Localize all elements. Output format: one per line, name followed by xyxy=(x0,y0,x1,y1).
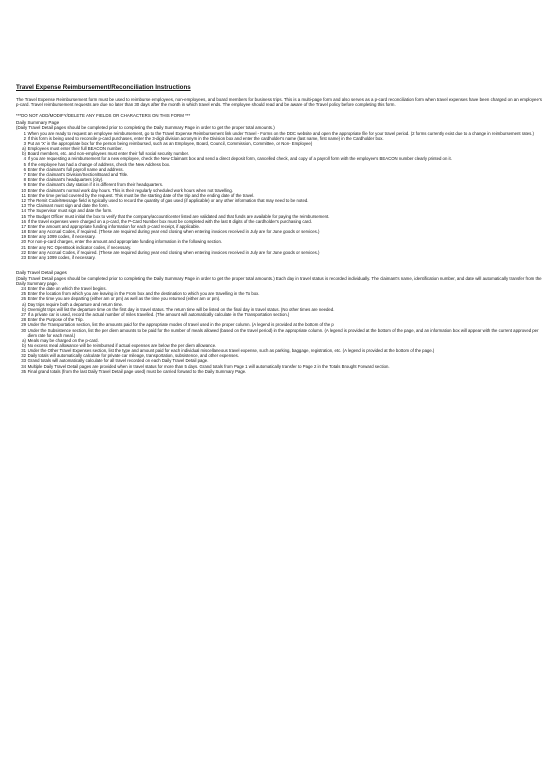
instruction-text: Under the Transportation section, list the amounts paid for the appropriate modes of travel used in the proper column. (A legend is provided at the bottom of the p xyxy=(27,322,334,328)
instruction-number: a) xyxy=(22,301,26,307)
instruction-number: 30 xyxy=(21,327,26,333)
instruction-text: If you are requesting a reimbursement for a new employee, check the New Claimant box and send a direct deposit form, cancelled check, and copy of a payroll form with the employee's BEACON number clearly printed on it. xyxy=(27,156,452,162)
instruction-number: 27 xyxy=(21,311,26,317)
instruction-number: 19 xyxy=(21,234,26,240)
instruction-text: Enter the date on which the travel begins. xyxy=(27,286,107,291)
detail-instruction-list xyxy=(16,286,542,374)
document-title: Travel Expense Reimbursement/Reconciliation Instructions xyxy=(16,84,191,91)
instruction-item xyxy=(16,255,542,260)
summary-heading: Daily Summary Page xyxy=(16,119,60,125)
instruction-text: Enter the amount and appropriate funding information for each p-card receipt, if applicable. xyxy=(27,223,201,229)
instruction-number: b) xyxy=(22,342,26,348)
instruction-text: Final grand totals (from the last Daily Travel Detail page used) must be carried forward to the Daily Summary Page. xyxy=(27,368,247,374)
instruction-number: 7 xyxy=(23,172,26,177)
instruction-text: Board members, etc. and non-employees must enter their full social security number. xyxy=(27,151,190,157)
instruction-text: Grand totals will automatically calculate for all travel recorded on each Daily Travel Detail page. xyxy=(27,358,209,364)
instruction-text: Enter any Accrual Codes, if required. (These are required during year end closing when entering invoices received in July are for June goods or services.) xyxy=(27,249,320,255)
instruction-text: Enter any Accrual Codes, if required. (These are required during year end closing when entering invoices received in July are for June goods or services.) xyxy=(27,229,320,235)
instruction-text: Enter the claimant's duty station if it is different from their headquarters. xyxy=(27,182,164,188)
instruction-number: 14 xyxy=(21,208,26,214)
instruction-number: a) xyxy=(22,337,26,343)
instruction-number: 22 xyxy=(21,249,26,255)
instruction-number: 3 xyxy=(23,140,26,146)
instruction-number: 13 xyxy=(21,203,26,209)
instruction-number: 32 xyxy=(21,353,26,359)
instruction-text: If a private car is used, record the actual number of miles travelled. (The amount will automatically calculate in the Transportation section.) xyxy=(27,311,290,317)
instruction-text: Enter the claimant's Division/Section/Board and Title. xyxy=(27,172,129,177)
instruction-text: Enter the location from which you are leaving in the From box and the destination to which you are travelling in the To box. xyxy=(27,291,260,297)
instruction-item xyxy=(16,369,542,374)
instruction-text: Enter the claimant's full payroll name and address. xyxy=(27,166,124,172)
instruction-text: For non-p-card charges, enter the amount and appropriate funding information in the following section. xyxy=(27,239,223,245)
intro-paragraph: The Travel Expense Reimbursement form must be used to reimburse employees, non-employees, and board members for business trips. This is a multi-page form and also serves as a p-card reconciliation form when travel expenses have been charged on an employee's p-card. Travel reimbursement requests are due no later than 30 days after the month in which travel ends. The employee should read and be aware of the Travel policy before completing this form. xyxy=(16,97,542,108)
instruction-number: 16 xyxy=(21,218,26,224)
instruction-number: 34 xyxy=(21,363,26,369)
instruction-number: 18 xyxy=(21,229,26,235)
instruction-text: Enter the Purpose of the Trip. xyxy=(27,317,84,323)
instruction-text: Enter the time you are departing (either am or pm) as well as the time you returned (either am or pm). xyxy=(27,296,221,302)
instruction-text: Enter any 1099 codes, if necessary. xyxy=(27,255,96,260)
instruction-number: 12 xyxy=(21,197,26,203)
instruction-text: If this form is being used to reconcile p-card purchases, enter the 3-digit division acronym in the Division box and enter the cardholder's name (last name, first name) in the Cardholder box. xyxy=(27,135,384,141)
instruction-number: 33 xyxy=(21,358,26,364)
instruction-text: Enter the time period covered by the request. This must be the starting date of the trip and the ending date of the travel. xyxy=(27,192,255,198)
instruction-text: Enter any NC OpenBook indicator codes, if necessary. xyxy=(27,244,132,250)
do-not-modify-notice: ***DO NOT ADD/MODIFY/DELETE ANY FIELDS OR CHARACTERS ON THIS FORM *** xyxy=(16,112,191,118)
instruction-text: The Claimant must sign and date the form. xyxy=(27,203,109,209)
instruction-text: Overnight trips will list the departure time on the first day in travel status. The return time will be listed on the final day in travel status. (No other times are needed. xyxy=(27,306,335,312)
summary-subheading: (Daily Travel Detail pages should be completed prior to completing the Daily Summary Page in order to get the proper total amounts.) xyxy=(16,125,275,131)
instruction-text: Under the Other Travel Expenses section, list the type and amount paid for each individual miscellaneous travel expense, such as parking, baggage, registration, etc. (A legend is provided at the bottom of the page.) xyxy=(27,348,435,354)
instruction-number: 23 xyxy=(21,255,26,260)
instruction-text: No excess meal allowance will be reimbursed if actual expenses are below the per diem allowance. xyxy=(27,342,217,348)
instruction-number: 20 xyxy=(21,239,26,245)
detail-subheading: (Daily Travel Detail pages should be completed prior to completing the Daily Summary Page in order to get the proper total amounts.) Each day in travel status is recorded individually. The claimant's name, identification number, and date will automatically transfer from the Daily Summary page. xyxy=(16,275,542,286)
instruction-text: Enter the claimant's headquarters (city). xyxy=(27,177,104,183)
summary-instruction-list xyxy=(16,131,542,261)
instruction-number: 24 xyxy=(21,286,26,291)
instruction-number: a) xyxy=(22,146,26,152)
instruction-text: Multiple Daily Travel Detail pages are provided when in travel status for more than 5 days. Grand totals from Page 1 will automatically transfer to Page 2 in the Totals Brought Forward section. xyxy=(27,363,390,369)
instruction-text: If the employee has had a change of address, check the New Address box. xyxy=(27,161,171,167)
instruction-number: 4 xyxy=(23,156,26,162)
instruction-text: Meals may be charged on the p-card. xyxy=(27,337,99,343)
instruction-text: Enter the claimant's normal work day hours. This is their regularly scheduled work hours when not travelling. xyxy=(27,187,234,193)
detail-section xyxy=(16,270,542,374)
instruction-number: 9 xyxy=(23,182,26,188)
instruction-text: Employees must enter their full BEACON number. xyxy=(27,146,123,152)
instructions-page xyxy=(16,84,542,374)
instruction-text: Enter any 1099 codes, if necessary. xyxy=(27,234,96,240)
instruction-number: 31 xyxy=(21,348,26,354)
instruction-text: Daily totals will automatically calculate for private car mileage, transportation, subsistence, and other expenses. xyxy=(27,353,239,359)
instruction-number: b) xyxy=(22,151,26,157)
instruction-number: 21 xyxy=(21,244,26,250)
instruction-number: 17 xyxy=(21,223,26,229)
detail-heading: Daily Travel Detail pages xyxy=(16,270,67,276)
instruction-text: If the travel expenses were charged on a p-card, the P-Card Number box must be completed with the last 8 digits of the cardholder's purchasing card. xyxy=(27,218,312,224)
instruction-item xyxy=(16,328,542,338)
instruction-number: 10 xyxy=(21,187,26,193)
instruction-number: 29 xyxy=(21,322,26,328)
instruction-number: b) xyxy=(22,306,26,312)
instruction-number: 8 xyxy=(23,177,26,183)
instruction-text: The Supervisor must sign and date the form. xyxy=(27,208,113,214)
instruction-number: 35 xyxy=(21,368,26,374)
instruction-number: 15 xyxy=(21,213,26,219)
instruction-text: Day trips require both a departure and return time. xyxy=(27,301,124,307)
instruction-number: 1 xyxy=(23,130,26,136)
summary-section xyxy=(16,120,542,260)
instruction-number: 25 xyxy=(21,291,26,297)
instruction-number: 26 xyxy=(21,296,26,302)
instruction-text: Under the Subsistence section, list the per diem amounts to be paid for the number of meals allowed (based on the travel period) in the appropriate column. (A legend is provided at the bottom of the page, and an information box will appear with the current approved per diem rate for each meal.) xyxy=(27,327,539,338)
instruction-number: 28 xyxy=(21,317,26,323)
instruction-text: When you are ready to request an employee reimbursement, go to the Travel Expense Reimbursement link under Travel - Forms on the DDC website and open the appropriate file for your travel period. (2 forms currently exist due to a change in reimbursement rates.) xyxy=(27,130,534,136)
instruction-text: The Budget Officer must initial the box to verify that the company/account/center listed are validated and that funds are available for paying the reimbursement. xyxy=(27,213,330,219)
instruction-number: 11 xyxy=(21,192,26,198)
instruction-number: 5 xyxy=(23,161,26,167)
instruction-number: 6 xyxy=(23,166,26,172)
instruction-text: The Remit Code/Message field is typically used to record the quantity of gas used (if applicable) or any other information that may need to be noted. xyxy=(27,197,309,203)
instruction-text: Put an 'X' in the appropriate box for the person being reimbursed, such as an Employee, Board, Council, Commission, Committee, or Non- Employee) xyxy=(27,140,313,146)
instruction-number: 2 xyxy=(23,135,26,141)
